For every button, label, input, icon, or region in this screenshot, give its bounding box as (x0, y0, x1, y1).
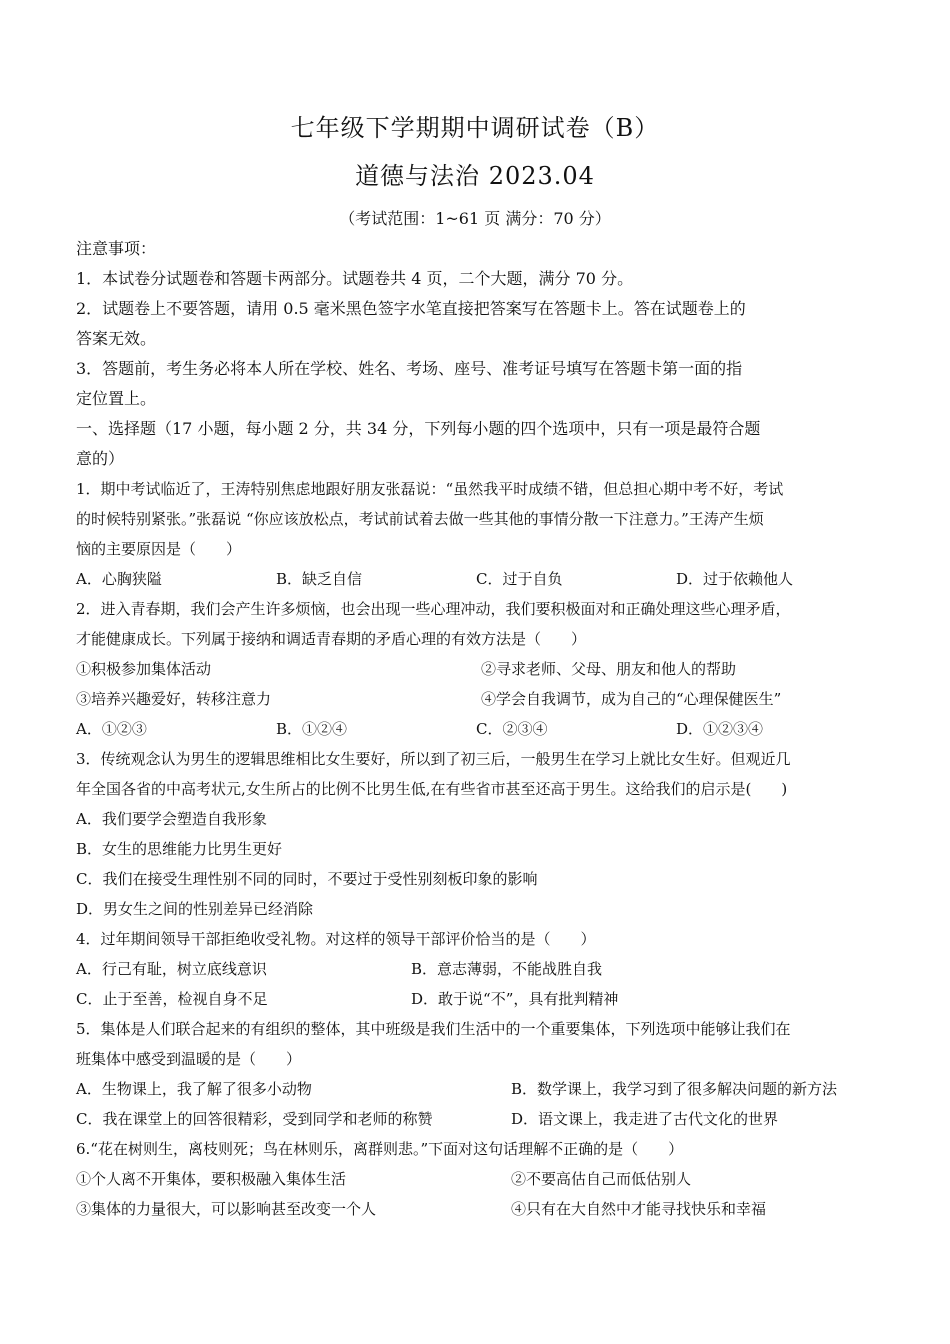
statement-item: ③集体的力量很大，可以影响甚至改变一个人 (76, 1200, 377, 1218)
statement-item: ④学会自我调节，成为自己的“心理保健医生” (481, 690, 782, 708)
section-heading: 一、选择题（17 小题，每小题 2 分，共 34 分，下列每小题的四个选项中，只有一项是最符合题 (76, 419, 761, 438)
question-5-options (76, 1104, 876, 1134)
question-6-items (76, 1164, 876, 1194)
section-heading: 意的） (76, 449, 125, 468)
question-4-options (76, 954, 876, 984)
question-5-text: 5．集体是人们联合起来的有组织的整体，其中班级是我们生活中的一个重要集体，下列选项中能够让我们在 (76, 1020, 791, 1038)
question-2-text: 2．进入青春期，我们会产生许多烦恼，也会出现一些心理冲动，我们要积极面对和正确处理这些心理矛盾， (76, 600, 791, 618)
option-c[interactable]: C．②③④ (476, 720, 548, 738)
option-d[interactable]: D．语文课上，我走进了古代文化的世界 (511, 1110, 779, 1128)
option-a[interactable]: A．行己有耻，树立底线意识 (76, 960, 267, 978)
question-3-text: 年全国各省的中高考状元,女生所占的比例不比男生低,在有些省市甚至还高于男生。这给我们的启示是( ) (76, 780, 788, 798)
note-line: 答案无效。 (76, 329, 157, 348)
question-5-options (76, 1074, 876, 1104)
exam-range: （考试范围：1~61 页 满分：70 分） (339, 209, 611, 228)
question-6-items (76, 1194, 876, 1224)
option-c[interactable]: C．过于自负 (476, 570, 563, 588)
option-b[interactable]: B．意志薄弱，不能战胜自我 (411, 960, 603, 978)
statement-item: ②寻求老师、父母、朋友和他人的帮助 (481, 660, 737, 678)
notes-heading: 注意事项： (76, 239, 157, 258)
statement-item: ①个人离不开集体，要积极融入集体生活 (76, 1170, 347, 1188)
question-4-text: 4．过年期间领导干部拒绝收受礼物。对这样的领导干部评价恰当的是（ ） (76, 930, 596, 948)
option-b[interactable]: B．数学课上，我学习到了很多解决问题的新方法 (511, 1080, 838, 1098)
question-3-text: 3．传统观念认为男生的逻辑思维相比女生要好，所以到了初三后，一般男生在学习上就比女生好。但观近几 (76, 750, 791, 768)
option-b[interactable]: B．女生的思维能力比男生更好 (76, 840, 283, 858)
option-d[interactable]: D．敢于说“不”，具有批判精神 (411, 990, 619, 1008)
note-line: 1．本试卷分试题卷和答题卡两部分。试题卷共 4 页，二个大题，满分 70 分。 (76, 269, 634, 288)
question-1-text: 恼的主要原因是（ ） (76, 540, 242, 558)
question-5-text: 班集体中感受到温暖的是（ ） (76, 1050, 302, 1068)
question-1-text: 1．期中考试临近了，王涛特别焦虑地跟好朋友张磊说：“虽然我平时成绩不错，但总担心期中考不好，考试 (76, 480, 784, 498)
option-a[interactable]: A．我们要学会塑造自我形象 (76, 810, 267, 828)
option-d[interactable]: D．过于依赖他人 (676, 570, 794, 588)
statement-item: ①积极参加集体活动 (76, 660, 212, 678)
option-d[interactable]: D．男女生之间的性别差异已经消除 (76, 900, 314, 918)
note-line: 3．答题前，考生务必将本人所在学校、姓名、考场、座号、准考证号填写在答题卡第一面的指 (76, 359, 743, 378)
option-a[interactable]: A．生物课上，我了解了很多小动物 (76, 1080, 312, 1098)
question-2-text: 才能健康成长。下列属于接纳和调适青春期的矛盾心理的有效方法是（ ） (76, 630, 587, 648)
statement-item: ④只有在大自然中才能寻找快乐和幸福 (511, 1200, 767, 1218)
question-4-options (76, 984, 876, 1014)
question-6-text: 6.“花在树则生，离枝则死；鸟在林则乐，离群则悲。”下面对这句话理解不正确的是（ ） (76, 1140, 684, 1158)
option-c[interactable]: C．我在课堂上的回答很精彩，受到同学和老师的称赞 (76, 1110, 433, 1128)
statement-item: ②不要高估自己而低估别人 (511, 1170, 692, 1188)
option-b[interactable]: B．①②④ (276, 720, 348, 738)
option-c[interactable]: C．止于至善，检视自身不足 (76, 990, 268, 1008)
exam-body (76, 234, 876, 1224)
option-c[interactable]: C．我们在接受生理性别不同的同时，不要过于受性别刻板印象的影响 (76, 870, 538, 888)
exam-title: 七年级下学期期中调研试卷（B） (290, 114, 660, 142)
option-b[interactable]: B．缺乏自信 (276, 570, 363, 588)
statement-item: ③培养兴趣爱好，转移注意力 (76, 690, 272, 708)
question-2-items (76, 684, 876, 714)
question-2-options (76, 714, 876, 744)
option-a[interactable]: A．①②③ (76, 720, 147, 738)
question-2-items (76, 654, 876, 684)
exam-subtitle: 道德与法治 2023.04 (355, 162, 595, 190)
option-a[interactable]: A．心胸狭隘 (76, 570, 162, 588)
option-d[interactable]: D．①②③④ (676, 720, 764, 738)
note-line: 定位置上。 (76, 389, 157, 408)
question-1-text: 的时候特别紧张。”张磊说 “你应该放松点，考试前试着去做一些其他的事情分散一下注意力。”王涛产生烦 (76, 510, 764, 528)
question-1-options (76, 564, 876, 594)
note-line: 2．试题卷上不要答题，请用 0.5 毫米黑色签字水笔直接把答案写在答题卡上。答在试题卷上的 (76, 299, 746, 318)
